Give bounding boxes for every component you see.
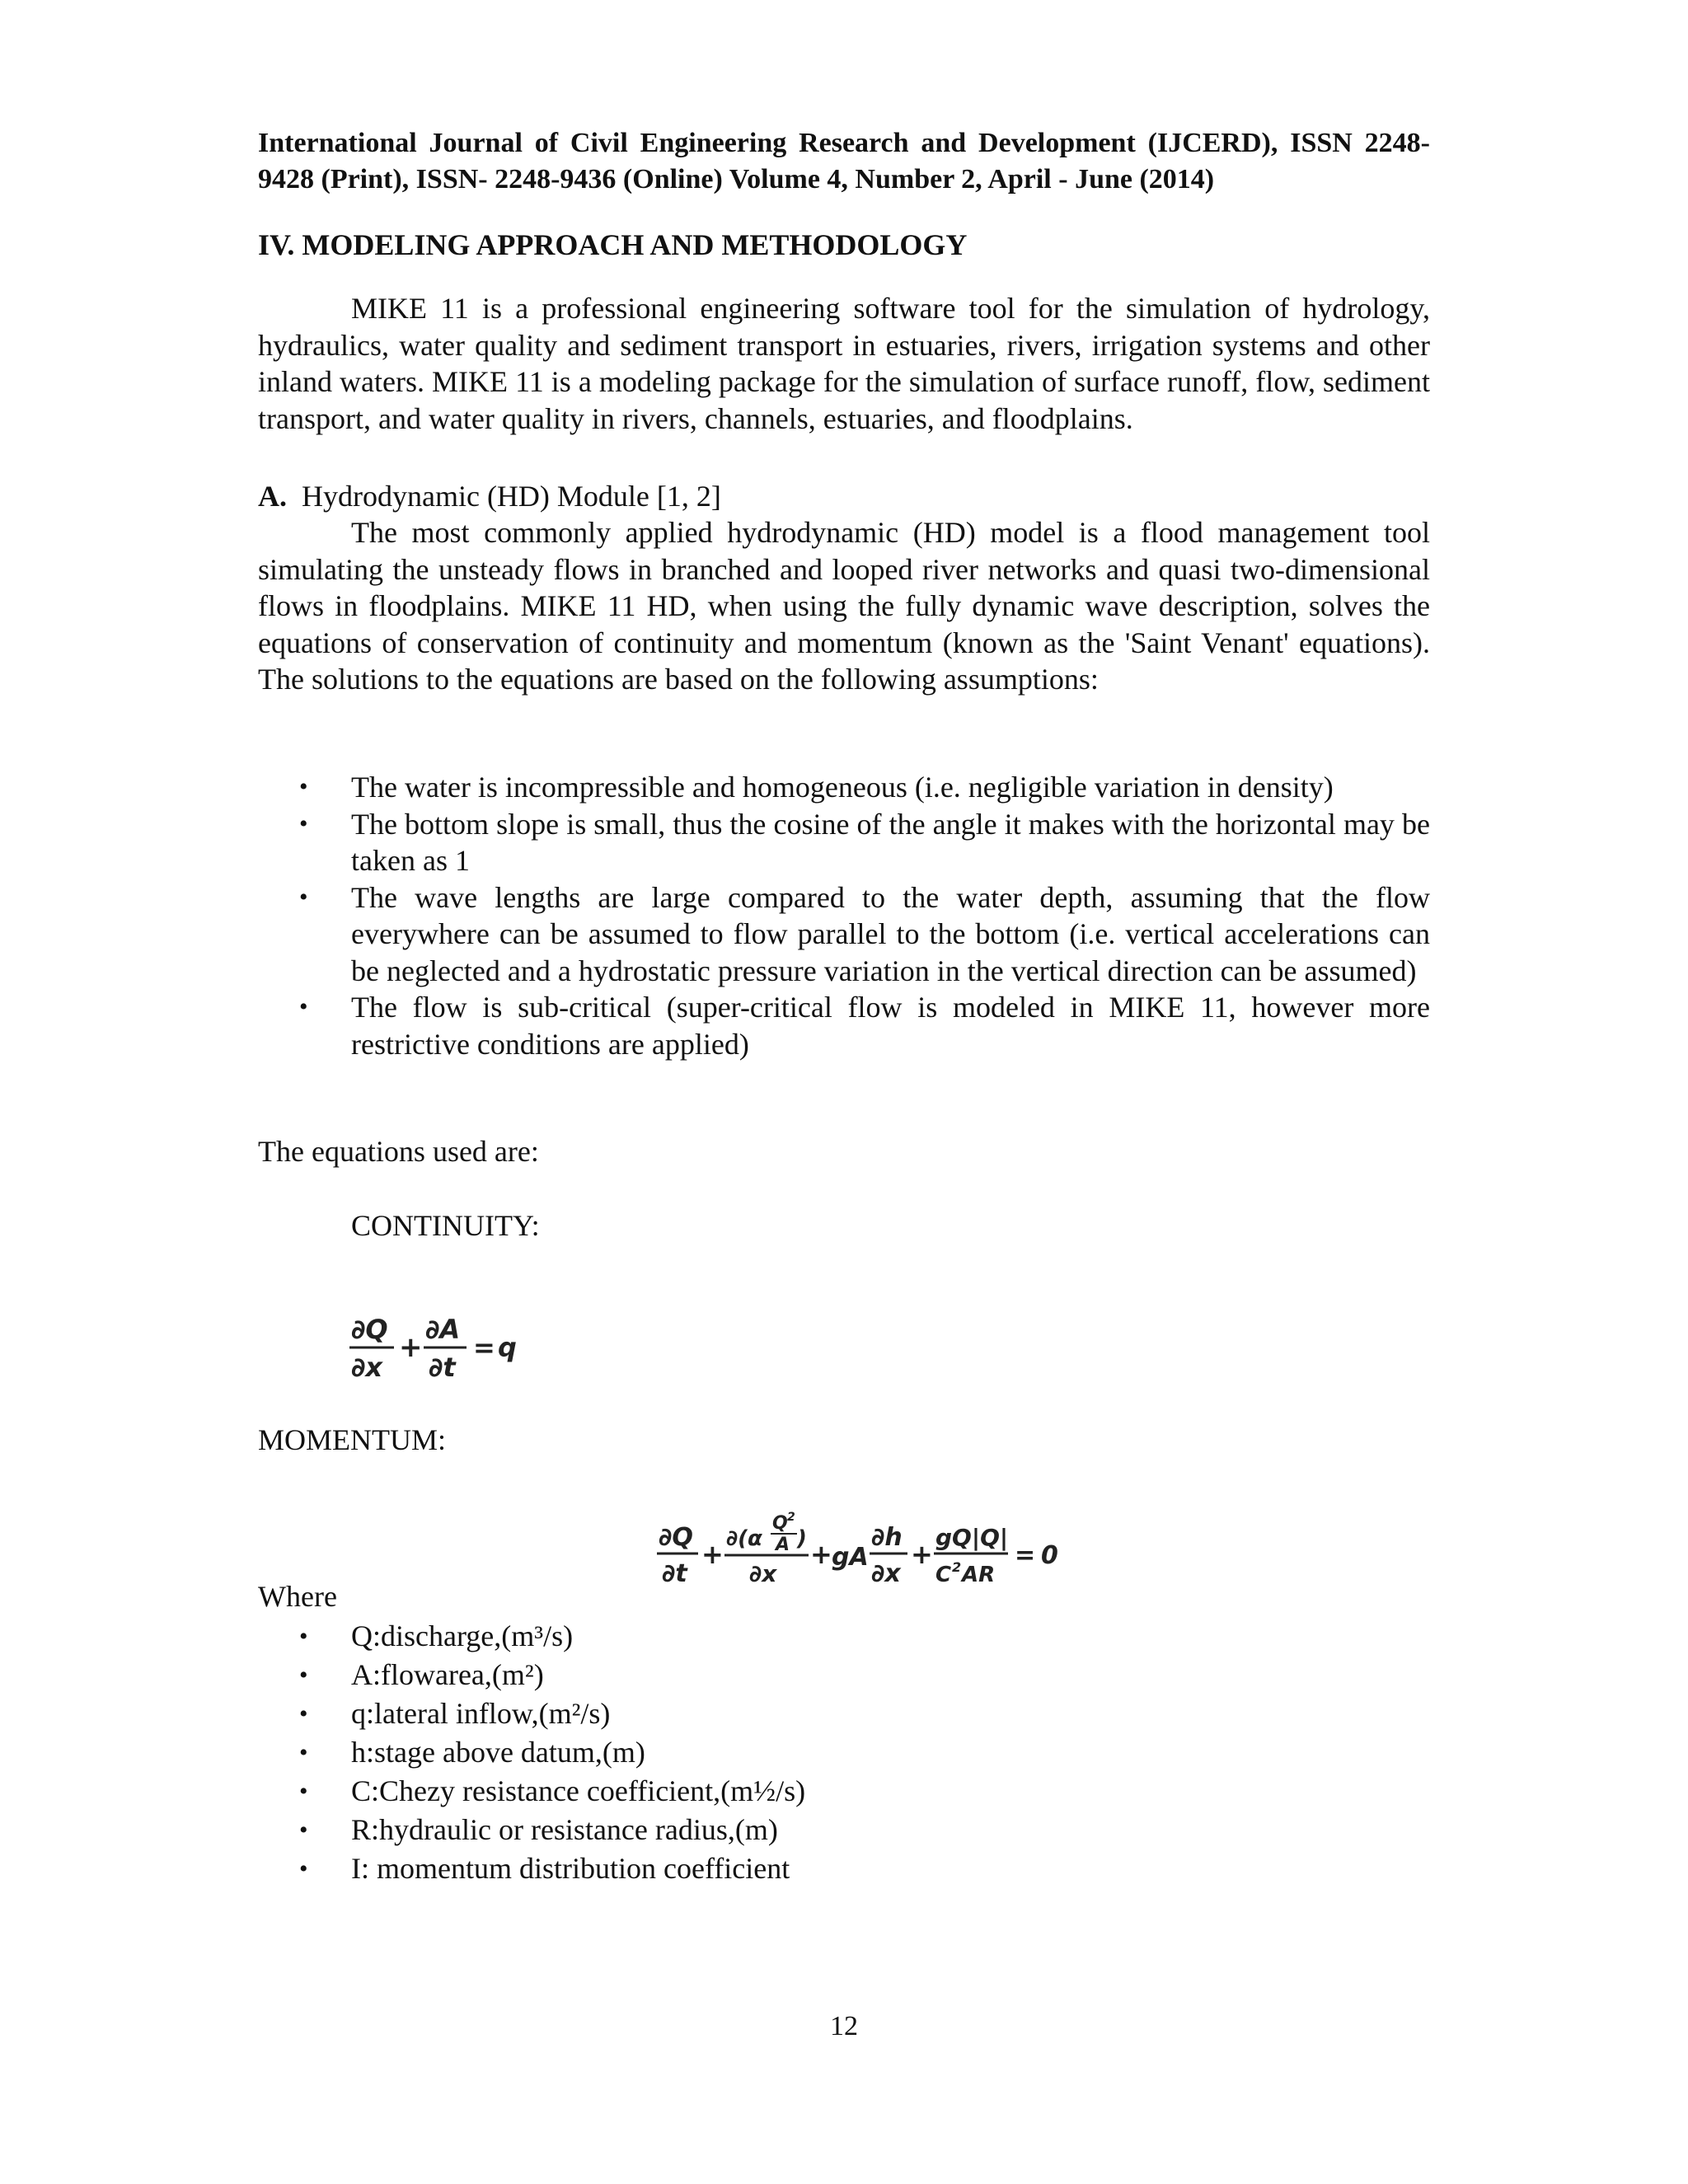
list-item: • The wave lengths are large compared to the water depth, assuming that the flow everywhere can be assumed to flow parallel to the bottom (i.e. vertical accelerations can be neglected and a hydrostatic pressure variation in the vertical direction can be assumed) bbox=[299, 880, 1430, 987]
svg-text:∂t: ∂t bbox=[662, 1559, 687, 1586]
subsection-title: Hydrodynamic (HD) Module [1, 2] bbox=[302, 480, 721, 513]
bullet-icon: • bbox=[299, 1855, 308, 1882]
svg-text:∂A: ∂A bbox=[425, 1314, 461, 1345]
bullet-icon: • bbox=[299, 1739, 308, 1766]
svg-text:): ) bbox=[797, 1526, 807, 1551]
svg-text:=: = bbox=[1015, 1541, 1036, 1570]
svg-text:q: q bbox=[498, 1332, 517, 1363]
svg-text:A: A bbox=[776, 1535, 790, 1555]
list-item: • I: momentum distribution coefficient bbox=[299, 1849, 805, 1888]
svg-text:∂x: ∂x bbox=[871, 1559, 901, 1586]
list-item: • C:Chezy resistance coefficient,(m½/s) bbox=[299, 1772, 805, 1811]
bullet-icon: • bbox=[299, 1778, 308, 1805]
svg-text:0: 0 bbox=[1041, 1541, 1058, 1570]
hd-paragraph: The most commonly applied hydrodynamic (HD) model is a flood management tool simulating the unsteady flows in branched and looped river networks and quasi two-dimensional flows in floodplains. MIKE 11 HD, when using the fully dynamic wave description, solves the equations of conservation of continuity and momentum (known as the 'Saint Venant' equations). The solutions to the equations are based on the following assumptions: bbox=[258, 516, 1430, 696]
svg-text:2: 2 bbox=[952, 1559, 962, 1575]
bullet-icon: • bbox=[299, 1816, 308, 1844]
momentum-label: MOMENTUM: bbox=[258, 1423, 447, 1456]
svg-text:+: + bbox=[399, 1331, 423, 1364]
list-item: • A:flowarea,(m²) bbox=[299, 1656, 805, 1694]
svg-text:∂Q: ∂Q bbox=[351, 1314, 388, 1345]
list-item: • The flow is sub-critical (super-critical flow is modeled in MIKE 11, however more restrictive conditions are applied) bbox=[299, 991, 1430, 1061]
list-item: • The bottom slope is small, thus the cosine of the angle it makes with the horizontal may be taken as 1 bbox=[299, 807, 1430, 877]
svg-text:∂x: ∂x bbox=[749, 1560, 777, 1586]
svg-text:2: 2 bbox=[787, 1511, 795, 1524]
momentum-equation bbox=[655, 1504, 1067, 1591]
continuity-label: CONTINUITY: bbox=[351, 1209, 540, 1242]
svg-text:=: = bbox=[473, 1332, 495, 1363]
bullet-icon: • bbox=[299, 809, 308, 837]
list-item: • R:hydraulic or resistance radius,(m) bbox=[299, 1811, 805, 1849]
bullet-icon: • bbox=[299, 883, 308, 911]
svg-text:+: + bbox=[911, 1539, 933, 1570]
svg-text:C: C bbox=[935, 1563, 952, 1586]
svg-text:+: + bbox=[810, 1539, 832, 1570]
journal-header: International Journal of Civil Engineering Research and Development (IJCERD), ISSN 2248-9428 (Print), ISSN- 2248-9436 (Online) Volume 4, Number 2, April - June (2014) bbox=[258, 128, 1430, 194]
intro-paragraph: MIKE 11 is a professional engineering software tool for the simulation of hydrology, hydraulics, water quality and sediment transport in estuaries, rivers, irrigation systems and other inland waters. MIKE 11 is a modeling package for the simulation of surface runoff, flow, sediment transport, and water quality in rivers, channels, estuaries, and floodplains. bbox=[258, 292, 1430, 435]
svg-text:AR: AR bbox=[962, 1563, 996, 1586]
list-item: • The water is incompressible and homogeneous (i.e. negligible variation in density) bbox=[299, 769, 1430, 806]
svg-text:∂(α: ∂(α bbox=[726, 1526, 762, 1551]
bullet-icon: • bbox=[299, 993, 308, 1020]
variables-list bbox=[299, 1617, 805, 1888]
svg-text:∂t: ∂t bbox=[429, 1352, 456, 1383]
svg-text:∂x: ∂x bbox=[351, 1352, 383, 1383]
list-item: • h:stage above datum,(m) bbox=[299, 1733, 805, 1772]
list-item: • q:lateral inflow,(m²/s) bbox=[299, 1694, 805, 1733]
svg-text:gQ|Q|: gQ|Q| bbox=[935, 1524, 1009, 1551]
bullet-icon: • bbox=[299, 773, 308, 800]
bullet-icon: • bbox=[299, 1661, 308, 1689]
subsection-label: A. bbox=[258, 480, 287, 513]
svg-text:Q: Q bbox=[772, 1513, 788, 1534]
equations-intro: The equations used are: bbox=[258, 1135, 539, 1168]
svg-text:∂h: ∂h bbox=[871, 1523, 903, 1552]
bullet-icon: • bbox=[299, 1700, 308, 1727]
page-number: 12 bbox=[830, 2011, 858, 2041]
assumptions-list bbox=[299, 769, 1430, 1062]
list-item: • Q:discharge,(m³/s) bbox=[299, 1617, 805, 1656]
svg-text:∂Q: ∂Q bbox=[659, 1523, 693, 1552]
section-title: IV. MODELING APPROACH AND METHODOLOGY bbox=[258, 228, 968, 261]
continuity-equation bbox=[346, 1310, 528, 1389]
bullet-icon: • bbox=[299, 1623, 308, 1650]
svg-text:gA: gA bbox=[832, 1543, 869, 1572]
subsection-heading bbox=[258, 478, 721, 514]
svg-text:+: + bbox=[701, 1539, 724, 1570]
where-label: Where bbox=[258, 1580, 337, 1613]
